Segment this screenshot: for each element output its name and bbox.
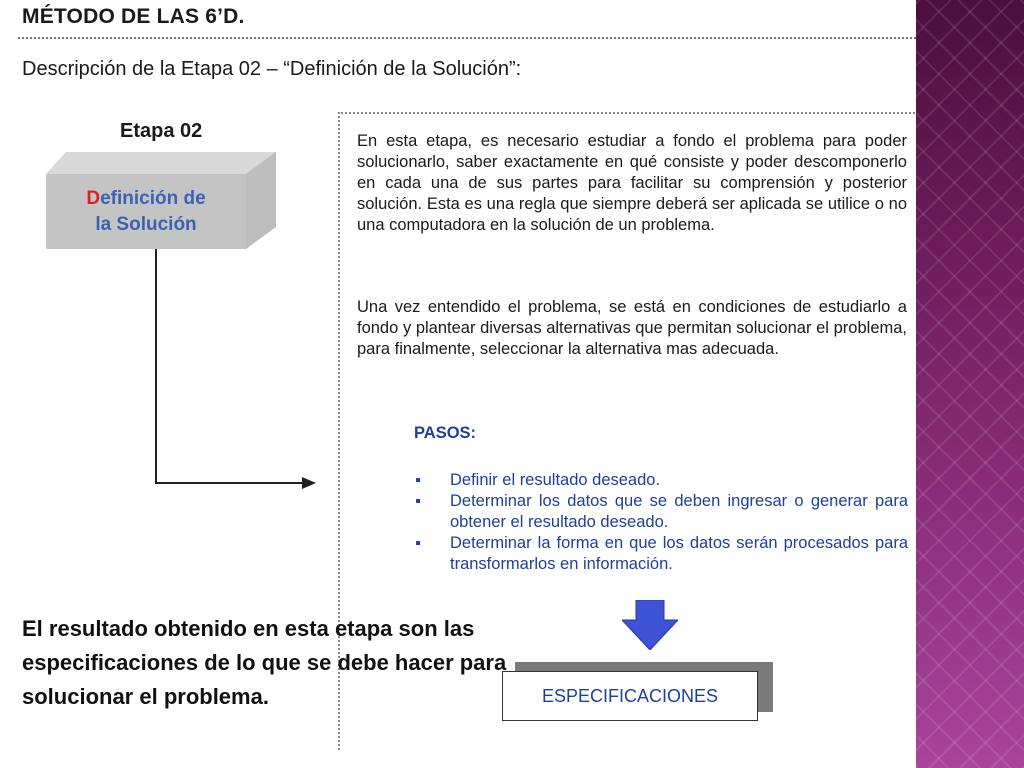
description-paragraph-2: Una vez entendido el problema, se está en condiciones de estudiarlo a fondo y plantear diversas alternativas que permitan solucionar el problema, para finalmente, seleccionar la alternativa mas adecuada. [357, 298, 907, 358]
bullet-icon: ▪ [415, 535, 421, 552]
stage-box-line2: la Solución [95, 213, 197, 235]
stage-box-initial: D [86, 187, 101, 209]
result-statement: El resultado obtenido en esta etapa son las especificaciones de lo que se debe hacer para solucionar el problema. [22, 616, 507, 709]
steps-heading: PASOS: [414, 424, 477, 442]
down-arrow-icon [622, 600, 678, 650]
connector-horizontal-line [155, 482, 303, 484]
title-divider [18, 37, 916, 39]
description-paragraph-1: En esta etapa, es necesario estudiar a fondo el problema para poder solucionarlo, saber exactamente en qué consiste y poder descomponerlo en cada una de sus partes para facilitar su comprensión y posterior solución. Esta es una regla que siempre deberá ser aplicada se utilice o no una computadora en la solución de un problema. [357, 132, 907, 234]
step-item [412, 470, 908, 491]
step-item [412, 491, 908, 533]
stage-box-line1 [86, 186, 205, 212]
connector-vertical-line [155, 249, 157, 483]
stage-box-top-face [46, 152, 276, 174]
stage-box-line1-rest: efinición de [100, 187, 206, 209]
bullet-icon: ▪ [415, 472, 421, 489]
decorative-side-panel [916, 0, 1024, 768]
document-title: MÉTODO DE LAS 6’D. [22, 5, 245, 28]
step-text: Determinar los datos que se deben ingresar o generar para obtener el resultado deseado. [450, 492, 908, 531]
specifications-box [502, 671, 758, 721]
step-text: Determinar la forma en que los datos serán procesados para transformarlos en información. [450, 534, 908, 573]
step-item [412, 533, 908, 575]
bullet-icon: ▪ [415, 493, 421, 510]
connector-arrow-icon [302, 477, 316, 489]
stage-label: Etapa 02 [120, 120, 203, 142]
steps-list [412, 470, 908, 575]
specifications-label: ESPECIFICACIONES [541, 685, 719, 706]
document-subtitle: Descripción de la Etapa 02 – “Definición de la Solución”: [22, 58, 522, 80]
step-text: Definir el resultado deseado. [450, 471, 661, 489]
stage-box [46, 174, 246, 249]
